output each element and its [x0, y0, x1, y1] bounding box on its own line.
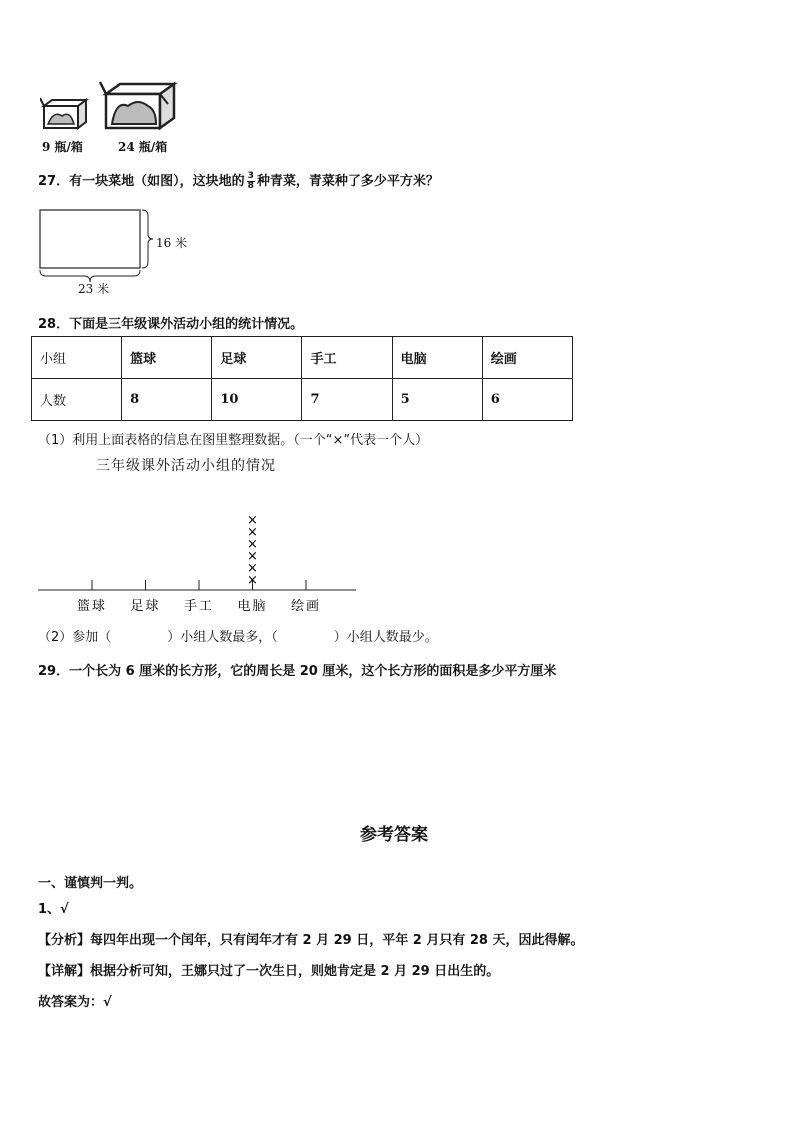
table-cell: 手工 [302, 337, 392, 379]
table-row [32, 379, 573, 421]
fraction-denominator: 8 [247, 181, 254, 191]
answers-section-heading: 一、谨慎判一判。 [38, 876, 143, 891]
table-cell: 小组 [32, 337, 122, 379]
activity-stats-table [31, 336, 573, 421]
category-label: 足球 [130, 599, 161, 614]
table-cell: 6 [482, 379, 572, 421]
table-cell: 篮球 [122, 337, 212, 379]
tally-mark: × [247, 525, 258, 540]
large-box-illustration [98, 80, 180, 132]
table-cell: 人数 [32, 379, 122, 421]
small-box-illustration [40, 96, 92, 132]
chart-title: 三年级课外活动小组的情况 [96, 458, 276, 474]
table-cell: 电脑 [392, 337, 482, 379]
question-28-part-1: （1）利用上面表格的信息在图里整理数据。（一个“×”代表一个人） [38, 433, 429, 448]
question-27-suffix: 种青菜，青菜种了多少平方米？ [256, 174, 439, 189]
tally-mark: × [247, 561, 258, 576]
question-27 [38, 170, 439, 191]
fraction-three-eighths [247, 172, 255, 191]
answer-analysis: 【分析】每四年出现一个闰年，只有闰年才有 2 月 29 日，平年 2 月只有 28 天，因此得解。 [38, 933, 584, 948]
answer-conclusion: 故答案为：√ [38, 995, 112, 1010]
plot-height-label: 16 米 [156, 236, 188, 250]
tally-chart [30, 510, 370, 620]
part-2-text-a: （2）参加（ [38, 630, 112, 645]
tally-mark: × [247, 549, 258, 564]
question-28-title: 28．下面是三年级课外活动小组的统计情况。 [38, 317, 304, 332]
table-row [32, 337, 573, 379]
plot-width-label: 23 米 [78, 282, 110, 296]
tally-mark: × [247, 537, 258, 552]
category-label: 手工 [183, 599, 215, 614]
table-cell: 绘画 [482, 337, 572, 379]
question-28-part-2 [38, 626, 438, 645]
part-2-text-b: ）小组人数最多，（ [167, 630, 278, 645]
large-box-label: 24 瓶/箱 [118, 140, 168, 154]
answer-item-1: 1、√ [38, 902, 69, 917]
table-cell: 足球 [212, 337, 302, 379]
category-label: 篮球 [76, 599, 108, 614]
answers-title: 参考答案 [360, 825, 428, 845]
category-label: 电脑 [237, 599, 268, 614]
fraction-numerator: 3 [247, 171, 254, 181]
table-cell: 10 [212, 379, 302, 421]
question-29: 29．一个长为 6 厘米的长方形，它的周长是 20 厘米，这个长方形的面积是多少平方厘米 [38, 664, 557, 679]
tally-mark: × [247, 573, 258, 588]
category-label: 绘画 [290, 599, 322, 614]
answer-detail: 【详解】根据分析可知，王娜只过了一次生日，则她肯定是 2 月 29 日出生的。 [38, 964, 500, 979]
tally-mark: × [247, 513, 258, 528]
small-box-label: 9 瓶/箱 [42, 140, 83, 154]
table-cell: 7 [302, 379, 392, 421]
question-27-prefix: 27．有一块菜地（如图），这块地的 [38, 174, 245, 189]
table-cell: 5 [392, 379, 482, 421]
part-2-text-c: ）小组人数最少。 [333, 630, 438, 645]
table-cell: 8 [122, 379, 212, 421]
